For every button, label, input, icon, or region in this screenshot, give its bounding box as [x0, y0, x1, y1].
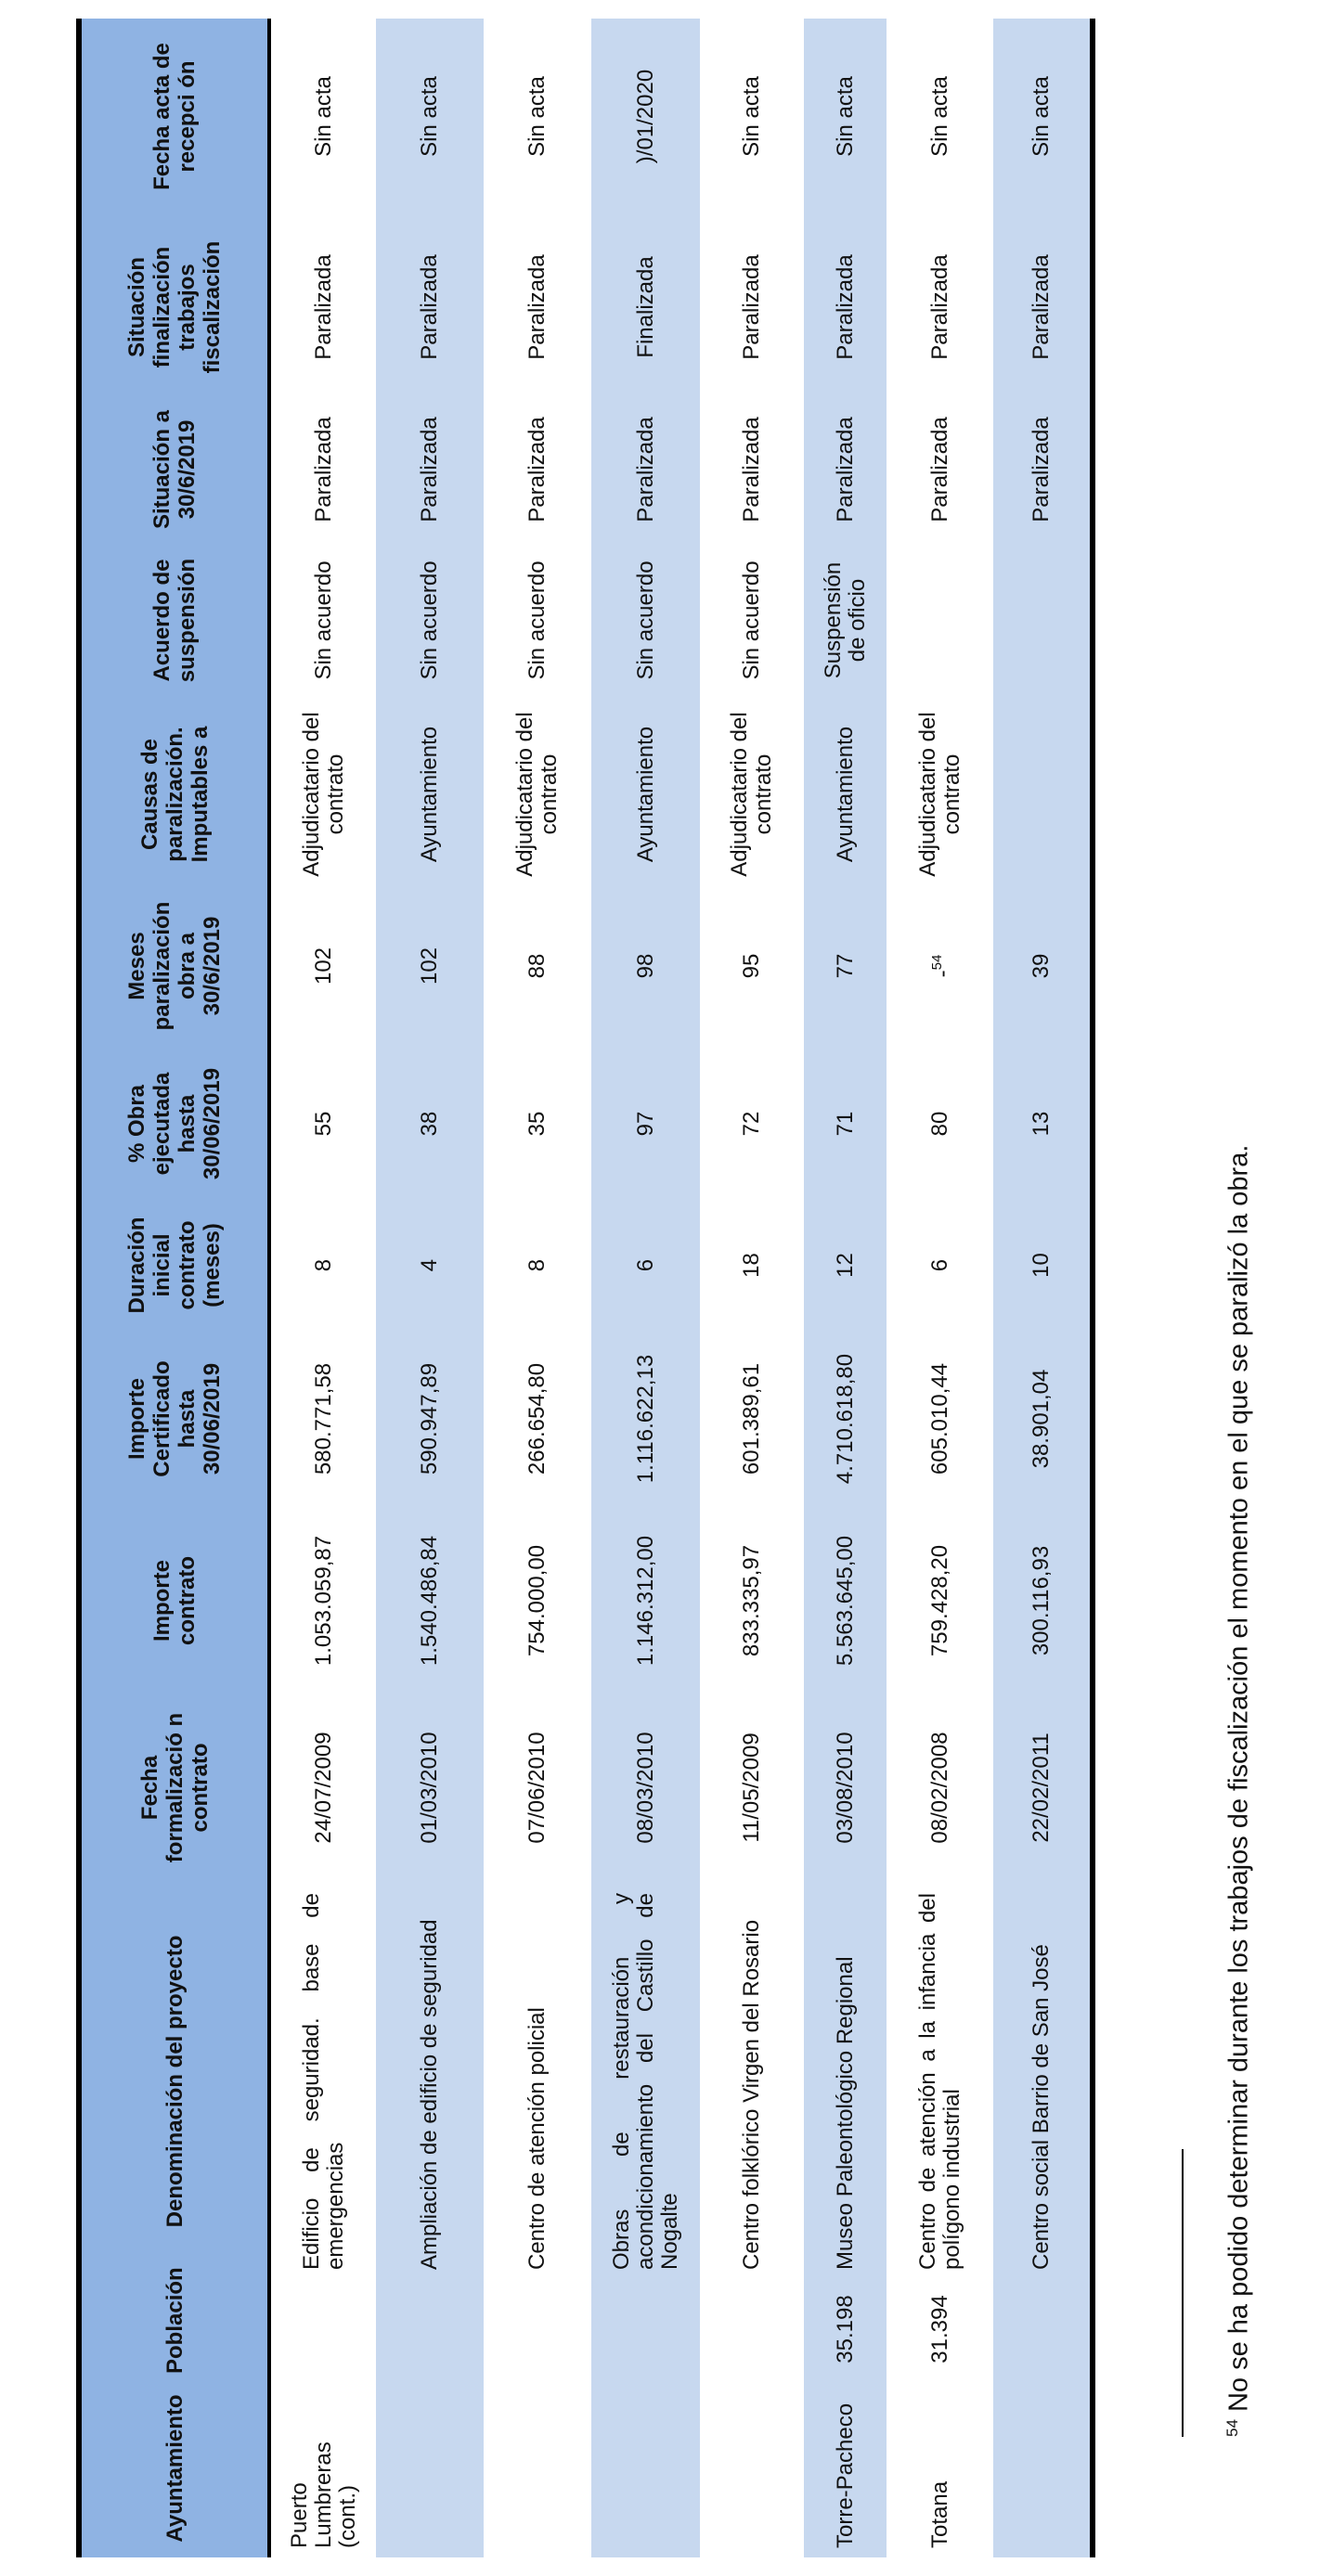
col-header-finalizacion: Situación finalización trabajos fiscalización [79, 214, 269, 400]
cell-obra: 38 [376, 1045, 484, 1203]
footnote-ref: 54 [928, 954, 945, 971]
cell-poblacion: 31.394 [887, 2279, 993, 2379]
cell-importe: 1.146.312,00 [591, 1510, 700, 1692]
cell-finalizacion: Paralizada [993, 214, 1093, 400]
cell-finalizacion: Paralizada [376, 214, 484, 400]
cell-poblacion: 35.198 [804, 2279, 887, 2379]
cell-acuerdo: Sin acuerdo [376, 539, 484, 702]
cell-fecha: 08/03/2010 [591, 1692, 700, 1884]
cell-fecha: 01/03/2010 [376, 1692, 484, 1884]
cell-importe: 300.116,93 [993, 1510, 1093, 1692]
cell-fecha: 22/02/2011 [993, 1692, 1093, 1884]
footnote-separator [1182, 2149, 1184, 2437]
cell-finalizacion: Paralizada [484, 214, 591, 400]
cell-proyecto: Obras de restauración y acondicionamiento del Castillo de Nogalte [591, 1884, 700, 2279]
cell-meses: 39 [993, 887, 1093, 1045]
cell-certificado: 38.901,04 [993, 1328, 1093, 1510]
projects-table [76, 19, 1095, 2557]
col-header-acta: Fecha acta de recepci ón [79, 19, 269, 214]
cell-finalizacion: Paralizada [700, 214, 804, 400]
cell-certificado: 605.010,44 [887, 1328, 993, 1510]
table-row [887, 19, 993, 2557]
col-header-duracion: Duración inicial contrato (meses) [79, 1203, 269, 1328]
cell-situacion: Paralizada [804, 400, 887, 539]
cell-proyecto: Museo Paleontológico Regional [804, 1884, 887, 2279]
header-row [79, 19, 269, 2557]
cell-acta: Sin acta [484, 19, 591, 214]
cell-importe: 754.000,00 [484, 1510, 591, 1692]
cell-obra: 13 [993, 1045, 1093, 1203]
cell-importe: 1.053.059,87 [269, 1510, 376, 1692]
col-header-causas: Causas de paralización. Imputables a [79, 702, 269, 887]
cell-acuerdo: Sin acuerdo [591, 539, 700, 702]
cell-ayuntamiento: Torre-Pacheco [804, 2379, 887, 2557]
cell-duracion: 4 [376, 1203, 484, 1328]
table-row [484, 19, 591, 2557]
footnote [1223, 1145, 1255, 2437]
cell-meses: 88 [484, 887, 591, 1045]
cell-causas: Adjudicatario del contrato [700, 702, 804, 887]
cell-proyecto: Centro social Barrio de San José [993, 1884, 1093, 2279]
cell-poblacion [591, 2279, 700, 2379]
cell-duracion: 8 [269, 1203, 376, 1328]
cell-obra: 97 [591, 1045, 700, 1203]
cell-ayuntamiento [376, 2379, 484, 2557]
cell-certificado: 4.710.618,80 [804, 1328, 887, 1510]
col-header-certificado: Importe Certificado hasta 30/06/2019 [79, 1328, 269, 1510]
col-header-situacion: Situación a 30/6/2019 [79, 400, 269, 539]
cell-causas: Adjudicatario del contrato [484, 702, 591, 887]
cell-situacion: Paralizada [700, 400, 804, 539]
cell-proyecto: Centro de atención policial [484, 1884, 591, 2279]
cell-obra: 55 [269, 1045, 376, 1203]
cell-certificado: 266.654,80 [484, 1328, 591, 1510]
cell-acuerdo [993, 539, 1093, 702]
cell-ayuntamiento [591, 2379, 700, 2557]
cell-ayuntamiento [993, 2379, 1093, 2557]
cell-fecha: 07/06/2010 [484, 1692, 591, 1884]
table-row [700, 19, 804, 2557]
cell-proyecto: Ampliación de edificio de seguridad [376, 1884, 484, 2279]
cell-acta: Sin acta [804, 19, 887, 214]
table-row [804, 19, 887, 2557]
table-row [591, 19, 700, 2557]
cell-proyecto: Centro de atención a la infancia del polígono industrial [887, 1884, 993, 2279]
cell-acuerdo: Sin acuerdo [484, 539, 591, 702]
cell-poblacion [269, 2279, 376, 2379]
cell-meses: 77 [804, 887, 887, 1045]
cell-duracion: 6 [591, 1203, 700, 1328]
cell-duracion: 6 [887, 1203, 993, 1328]
cell-duracion: 10 [993, 1203, 1093, 1328]
table-row [376, 19, 484, 2557]
cell-proyecto: Edificio de seguridad. base de emergencias [269, 1884, 376, 2279]
cell-causas [993, 702, 1093, 887]
cell-ayuntamiento: Totana [887, 2379, 993, 2557]
cell-ayuntamiento [700, 2379, 804, 2557]
cell-fecha: 24/07/2009 [269, 1692, 376, 1884]
cell-poblacion [993, 2279, 1093, 2379]
col-header-acuerdo: Acuerdo de suspensión [79, 539, 269, 702]
cell-certificado: 1.116.622,13 [591, 1328, 700, 1510]
col-header-ayuntamiento: Ayuntamiento [79, 2379, 269, 2557]
cell-situacion: Paralizada [887, 400, 993, 539]
cell-meses: 95 [700, 887, 804, 1045]
cell-fecha: 08/02/2008 [887, 1692, 993, 1884]
cell-fecha: 03/08/2010 [804, 1692, 887, 1884]
cell-certificado: 580.771,58 [269, 1328, 376, 1510]
cell-causas: Ayuntamiento [804, 702, 887, 887]
table-row [993, 19, 1093, 2557]
cell-acta: Sin acta [376, 19, 484, 214]
cell-poblacion [700, 2279, 804, 2379]
cell-acuerdo: Sin acuerdo [269, 539, 376, 702]
cell-poblacion [376, 2279, 484, 2379]
cell-importe: 1.540.486,84 [376, 1510, 484, 1692]
col-header-proyecto: Denominación del proyecto [79, 1884, 269, 2279]
cell-situacion: Paralizada [269, 400, 376, 539]
cell-acta: Sin acta [269, 19, 376, 214]
cell-situacion: Paralizada [993, 400, 1093, 539]
cell-importe: 759.428,20 [887, 1510, 993, 1692]
meses-value: - [929, 970, 955, 978]
cell-proyecto: Centro folklórico Virgen del Rosario [700, 1884, 804, 2279]
cell-duracion: 8 [484, 1203, 591, 1328]
cell-obra: 35 [484, 1045, 591, 1203]
cell-importe: 833.335,97 [700, 1510, 804, 1692]
cell-meses [887, 887, 993, 1045]
cell-acta: Sin acta [993, 19, 1093, 214]
col-header-obra: % Obra ejecutada hasta 30/06/2019 [79, 1045, 269, 1203]
cell-certificado: 590.947,89 [376, 1328, 484, 1510]
cell-finalizacion: Finalizada [591, 214, 700, 400]
cell-causas: Adjudicatario del contrato [269, 702, 376, 887]
cell-meses: 98 [591, 887, 700, 1045]
cell-ayuntamiento: Puerto Lumbreras (cont.) [269, 2379, 376, 2557]
cell-obra: 72 [700, 1045, 804, 1203]
cell-acta: )/01/2020 [591, 19, 700, 214]
cell-finalizacion: Paralizada [887, 214, 993, 400]
cell-acuerdo [887, 539, 993, 702]
cell-obra: 71 [804, 1045, 887, 1203]
cell-poblacion [484, 2279, 591, 2379]
cell-finalizacion: Paralizada [269, 214, 376, 400]
cell-situacion: Paralizada [484, 400, 591, 539]
footnote-number: 54 [1223, 2419, 1241, 2437]
cell-importe: 5.563.645,00 [804, 1510, 887, 1692]
cell-acta: Sin acta [887, 19, 993, 214]
cell-acta: Sin acta [700, 19, 804, 214]
cell-acuerdo: Sin acuerdo [700, 539, 804, 702]
cell-causas: Ayuntamiento [591, 702, 700, 887]
table-row [269, 19, 376, 2557]
cell-meses: 102 [376, 887, 484, 1045]
cell-duracion: 12 [804, 1203, 887, 1328]
cell-obra: 80 [887, 1045, 993, 1203]
cell-acuerdo: Suspensión de oficio [804, 539, 887, 702]
col-header-meses: Meses paralización obra a 30/6/2019 [79, 887, 269, 1045]
cell-certificado: 601.389,61 [700, 1328, 804, 1510]
cell-causas: Adjudicatario del contrato [887, 702, 993, 887]
footnote-text: No se ha podido determinar durante los trabajos de fiscalización el momento en el que se paralizó la obra. [1223, 1144, 1254, 2413]
cell-situacion: Paralizada [376, 400, 484, 539]
cell-causas: Ayuntamiento [376, 702, 484, 887]
cell-ayuntamiento [484, 2379, 591, 2557]
cell-fecha: 11/05/2009 [700, 1692, 804, 1884]
cell-situacion: Paralizada [591, 400, 700, 539]
cell-finalizacion: Paralizada [804, 214, 887, 400]
col-header-importe: Importe contrato [79, 1510, 269, 1692]
cell-meses: 102 [269, 887, 376, 1045]
col-header-poblacion: Población [79, 2279, 269, 2379]
col-header-fecha: Fecha formalizació n contrato [79, 1692, 269, 1884]
cell-duracion: 18 [700, 1203, 804, 1328]
